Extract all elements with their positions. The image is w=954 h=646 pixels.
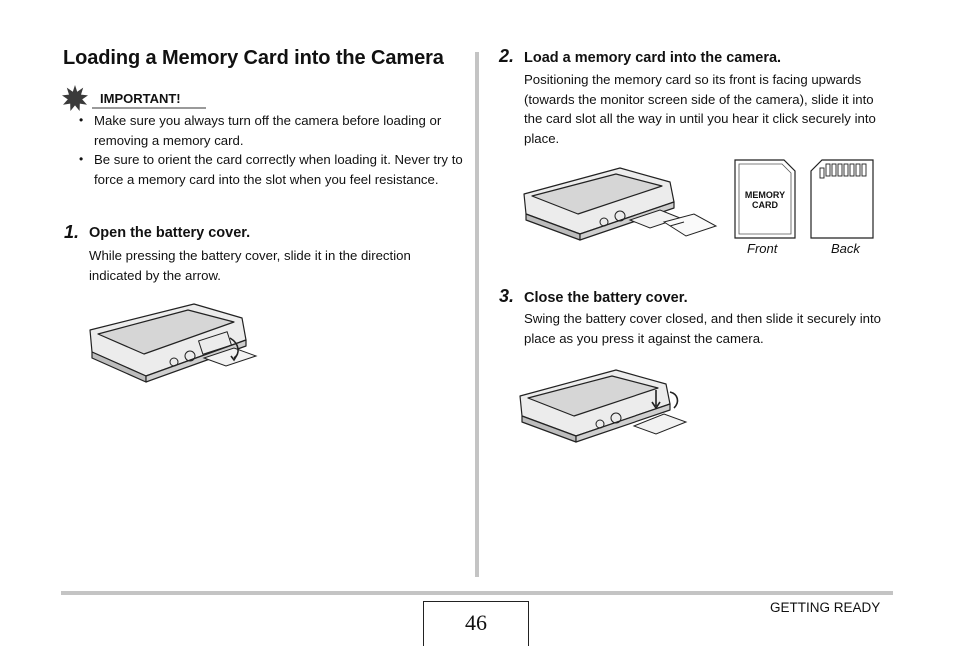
- important-bullet: • Make sure you always turn off the camera before loading or removing a memory card.: [78, 111, 463, 150]
- column-divider: [475, 52, 479, 577]
- starburst-icon: [62, 85, 88, 111]
- back-caption: Back: [831, 241, 860, 256]
- memory-card-label: MEMORY CARD: [744, 190, 786, 210]
- step-2-heading: Load a memory card into the camera.: [524, 50, 782, 66]
- section-name: GETTING READY: [770, 600, 881, 615]
- step-1-heading: Open the battery cover.: [89, 225, 251, 241]
- important-bullet: • Be sure to orient the card correctly when loading it. Never try to force a memory card into the slot when you feel resistance.: [78, 150, 463, 189]
- step-1-number: 1.: [64, 222, 80, 242]
- step-3-number: 3.: [499, 286, 515, 306]
- important-underline: [92, 107, 206, 109]
- memory-card-back: [810, 159, 874, 239]
- page-title: Loading a Memory Card into the Camera: [63, 47, 444, 69]
- page-number-box: [423, 601, 529, 646]
- camera-insert-card-illustration: [520, 162, 720, 242]
- important-label: IMPORTANT!: [100, 91, 181, 106]
- step-3-text: Swing the battery cover closed, and then slide it securely into place as you press it against the camera.: [524, 311, 881, 346]
- important-list: [78, 111, 463, 189]
- step-1-text: While pressing the battery cover, slide it in the direction indicated by the arrow.: [89, 248, 411, 283]
- step-2-number: 2.: [499, 46, 515, 66]
- camera-close-cover-illustration: [516, 364, 696, 444]
- step-3-heading: Close the battery cover.: [524, 290, 688, 306]
- camera-open-cover-illustration: [84, 296, 264, 386]
- front-caption: Front: [747, 241, 778, 256]
- footer-rule: [61, 591, 893, 595]
- page-number: 46: [465, 610, 487, 635]
- step-2-text: Positioning the memory card so its front is facing upwards (towards the monitor screen side of the camera), slide it into the card slot all the way in until you hear it click securely into place.: [524, 72, 876, 146]
- important-callout: [62, 86, 206, 110]
